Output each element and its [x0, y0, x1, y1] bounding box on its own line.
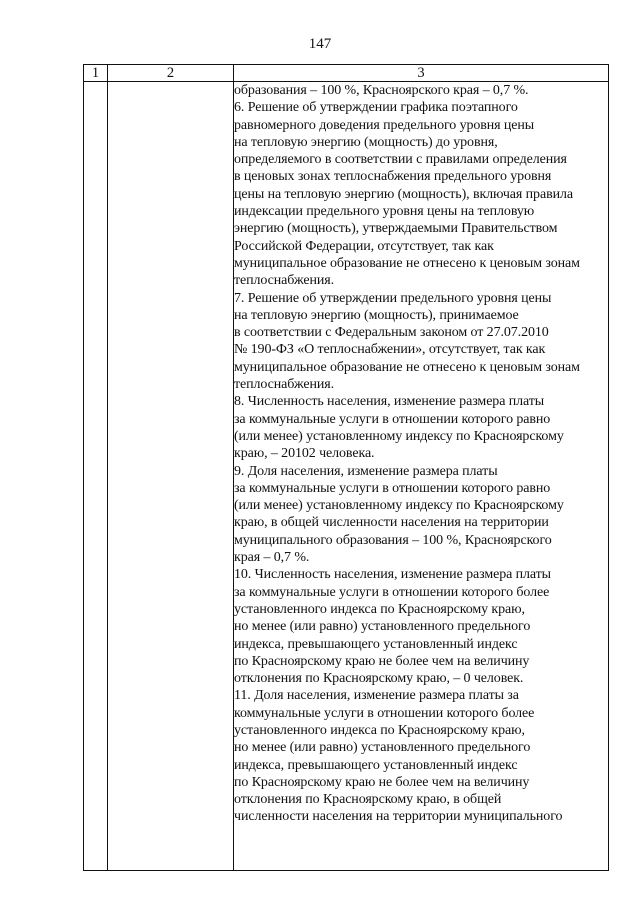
text-line: за коммунальные услуги в отношении которого равно — [234, 411, 551, 427]
text-line: численности населения на территории муниципального — [234, 809, 563, 825]
text-line: 10. Численность населения, изменение размера платы — [234, 567, 551, 583]
header-col-3: 3 — [234, 65, 609, 82]
text-line: но менее (или равно) установленного предельного — [234, 740, 531, 756]
text-line: края – 0,7 %. — [234, 550, 310, 566]
table-header-row — [84, 65, 609, 82]
text-line: муниципальное образование не отнесено к ценовым зонам — [234, 255, 580, 271]
page-number: 147 — [308, 36, 332, 52]
header-col-1: 1 — [84, 65, 108, 82]
text-line: краю, в общей численности населения на территории — [234, 515, 549, 531]
document-table — [83, 64, 609, 871]
table-body-row — [84, 82, 609, 871]
text-line: но менее (или равно) установленного предельного — [234, 619, 531, 635]
text-line: теплоснабжения. — [234, 273, 334, 289]
text-lines — [234, 82, 608, 826]
text-line: муниципального образования – 100 %, Красноярского — [234, 532, 552, 548]
header-col-2: 2 — [108, 65, 234, 82]
text-line: равномерного доведения предельного уровня цены — [234, 117, 535, 133]
text-line: № 190-ФЗ «О теплоснабжении», отсутствует, так как — [234, 342, 546, 358]
body-col-3 — [234, 82, 609, 871]
text-line: индексации предельного уровня цены на тепловую — [234, 204, 535, 220]
text-line: индекса, превышающего установленный индекс — [234, 757, 518, 773]
body-col-1 — [84, 82, 108, 871]
text-line: в соответствии с Федеральным законом от 27.07.2010 — [234, 325, 549, 341]
text-line: цены на тепловую энергию (мощность), включая правила — [234, 186, 573, 202]
text-line: (или менее) установленному индексу по Красноярскому — [234, 428, 564, 444]
text-line: 11. Доля населения, изменение размера платы за — [234, 688, 519, 704]
text-line: 9. Доля населения, изменение размера платы — [234, 463, 498, 479]
text-line: за коммунальные услуги в отношении которого равно — [234, 480, 551, 496]
text-line: на тепловую энергию (мощность) до уровня, — [234, 134, 498, 150]
text-line: за коммунальные услуги в отношении которого более — [234, 584, 550, 600]
text-line: 7. Решение об утверждении предельного уровня цены — [234, 290, 552, 306]
text-line: на тепловую энергию (мощность), принимаемое — [234, 307, 519, 323]
text-line: образования – 100 %, Красноярского края – 0,7 %. — [234, 83, 529, 98]
text-line: установленного индекса по Красноярскому краю, — [234, 601, 525, 617]
text-line: энергию (мощность), утверждаемыми Правительством — [234, 221, 558, 237]
text-line: 8. Численность населения, изменение размера платы — [234, 394, 545, 410]
text-line: установленного индекса по Красноярскому краю, — [234, 722, 525, 738]
text-line: в ценовых зонах теплоснабжения предельного уровня — [234, 169, 552, 185]
text-line: определяемого в соответствии с правилами определения — [234, 152, 567, 168]
text-line: (или менее) установленному индексу по Красноярскому — [234, 498, 564, 514]
text-line: по Красноярскому краю не более чем на величину — [234, 774, 530, 790]
text-line: 6. Решение об утверждении графика поэтапного — [234, 100, 518, 116]
text-line: отклонения по Красноярскому краю, – 0 человек. — [234, 671, 524, 687]
text-line: по Красноярскому краю не более чем на величину — [234, 653, 530, 669]
text-line: отклонения по Красноярскому краю, в общей — [234, 792, 502, 808]
text-line: краю, – 20102 человека. — [234, 446, 375, 462]
text-line: Российской Федерации, отсутствует, так как — [234, 238, 494, 254]
text-line: теплоснабжения. — [234, 377, 334, 393]
text-line: коммунальные услуги в отношении которого более — [234, 705, 535, 721]
text-line: индекса, превышающего установленный индекс — [234, 636, 518, 652]
text-line: муниципальное образование не отнесено к ценовым зонам — [234, 359, 580, 375]
body-col-2 — [108, 82, 234, 871]
